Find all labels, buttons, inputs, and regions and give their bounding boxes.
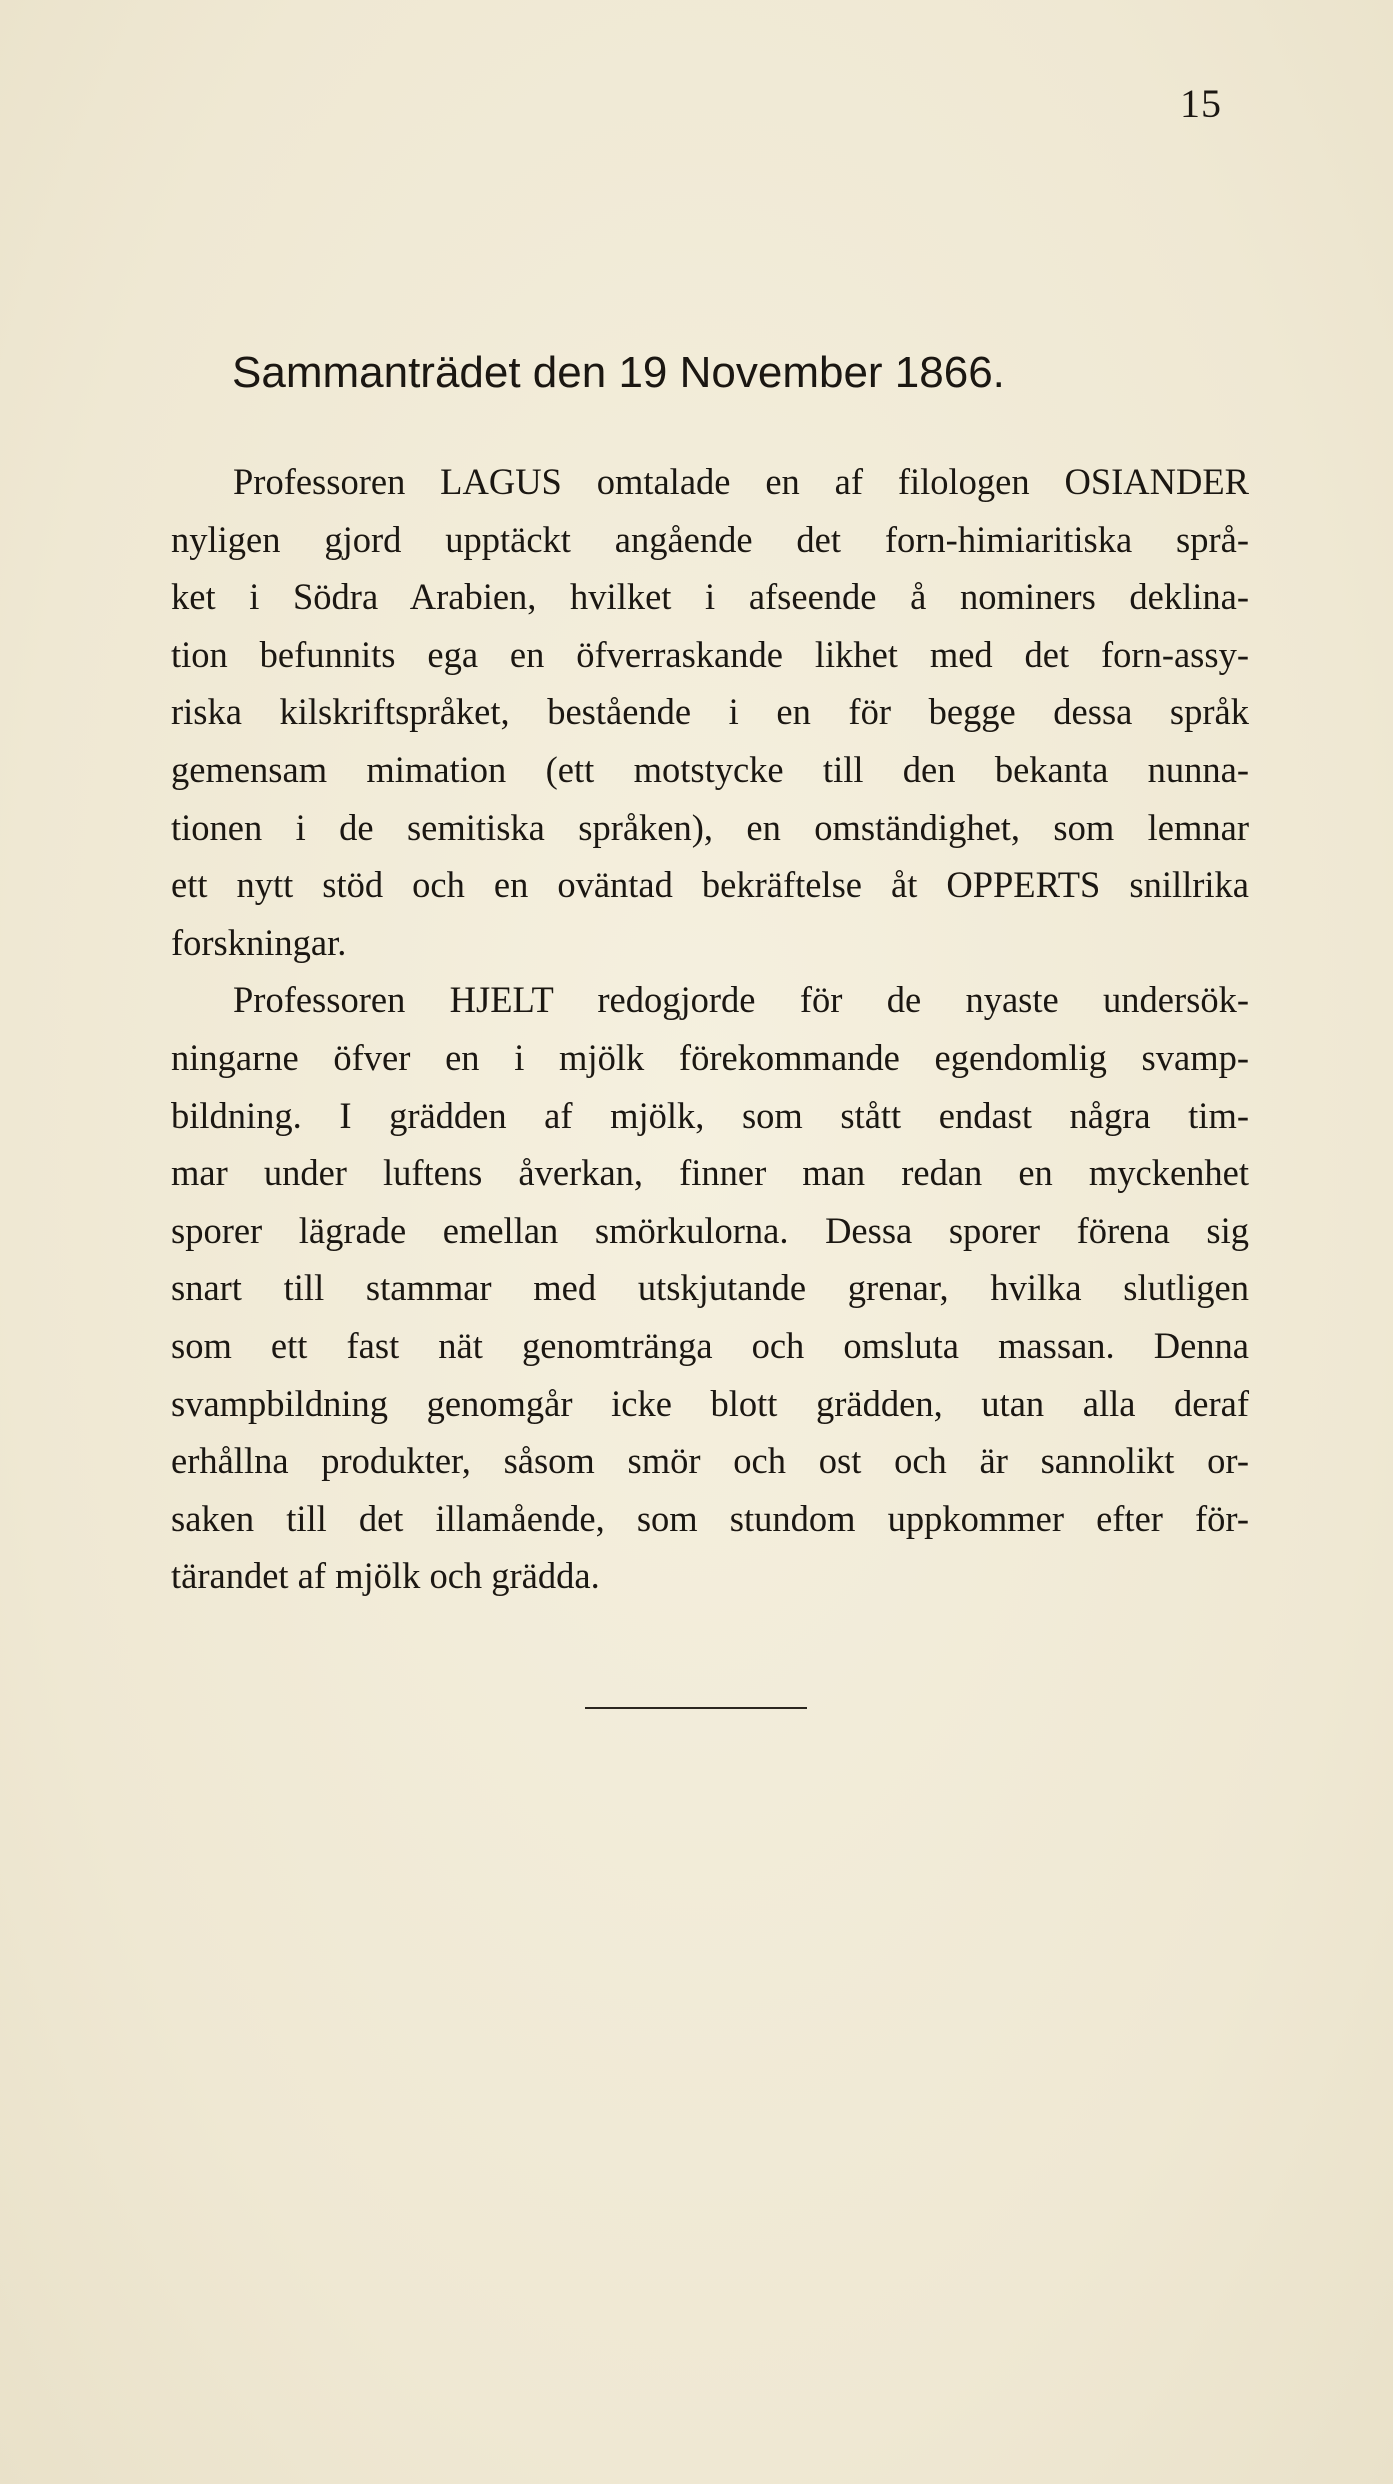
paragraph-1-line-6: gemensam mimation (ett motstycke till den bekanta nunna- <box>171 748 1249 790</box>
paragraph-2-line-7: som ett fast nät genomtränga och omsluta massan. Denna <box>171 1324 1249 1366</box>
paragraph-1-line-3: ket i Södra Arabien, hvilket i afseende å nominers deklina- <box>171 576 1249 618</box>
paragraph-1-line-1: Professoren LAGUS omtalade en af filologen OSIANDER <box>233 461 1249 502</box>
paragraph-2-line-9: erhållna produkter, såsom smör och ost och är sannolikt or- <box>171 1440 1249 1482</box>
paragraph-2-line-2: ningarne öfver en i mjölk förekommande egendomlig svamp- <box>171 1036 1249 1078</box>
paragraph-2-line-11: tärandet af mjölk och grädda. <box>171 1555 600 1597</box>
paragraph-1-line-5: riska kilskriftspråket, bestående i en för begge dessa språk <box>171 691 1249 733</box>
paragraph-2-line-5: sporer lägrade emellan smörkulorna. Dessa sporer förena sig <box>171 1209 1249 1251</box>
paragraph-1-line-8: ett nytt stöd och en oväntad bekräftelse åt OPPERTS snillrika <box>171 864 1249 906</box>
paragraph-2-line-1: Professoren HJELT redogjorde för de nyaste undersök- <box>233 979 1249 1021</box>
paragraph-2-line-10: saken till det illamående, som stundom uppkommer efter för- <box>171 1497 1249 1539</box>
section-divider <box>585 1707 807 1709</box>
body-text <box>171 453 1249 1605</box>
page-number: 15 <box>1180 81 1222 126</box>
paragraph-2-line-8: svampbildning genomgår icke blott grädden, utan alla deraf <box>171 1382 1249 1424</box>
session-heading: Sammanträdet den 19 November 1866. <box>232 348 1005 397</box>
paragraph-1-line-2: nyligen gjord upptäckt angående det forn-himiaritiska språ- <box>171 518 1249 560</box>
paragraph-1-line-4: tion befunnits ega en öfverraskande likhet med det forn-assy- <box>171 633 1249 675</box>
paragraph-2-line-4: mar under luftens åverkan, finner man redan en myckenhet <box>171 1152 1249 1194</box>
paragraph-1-line-7: tionen i de semitiska språken), en omständighet, som lemnar <box>171 806 1249 848</box>
paragraph-2-line-6: snart till stammar med utskjutande grenar, hvilka slutligen <box>171 1267 1249 1309</box>
paragraph-2-line-3: bildning. I grädden af mjölk, som stått endast några tim- <box>171 1094 1249 1136</box>
paragraph-1-line-9: forskningar. <box>171 921 347 963</box>
